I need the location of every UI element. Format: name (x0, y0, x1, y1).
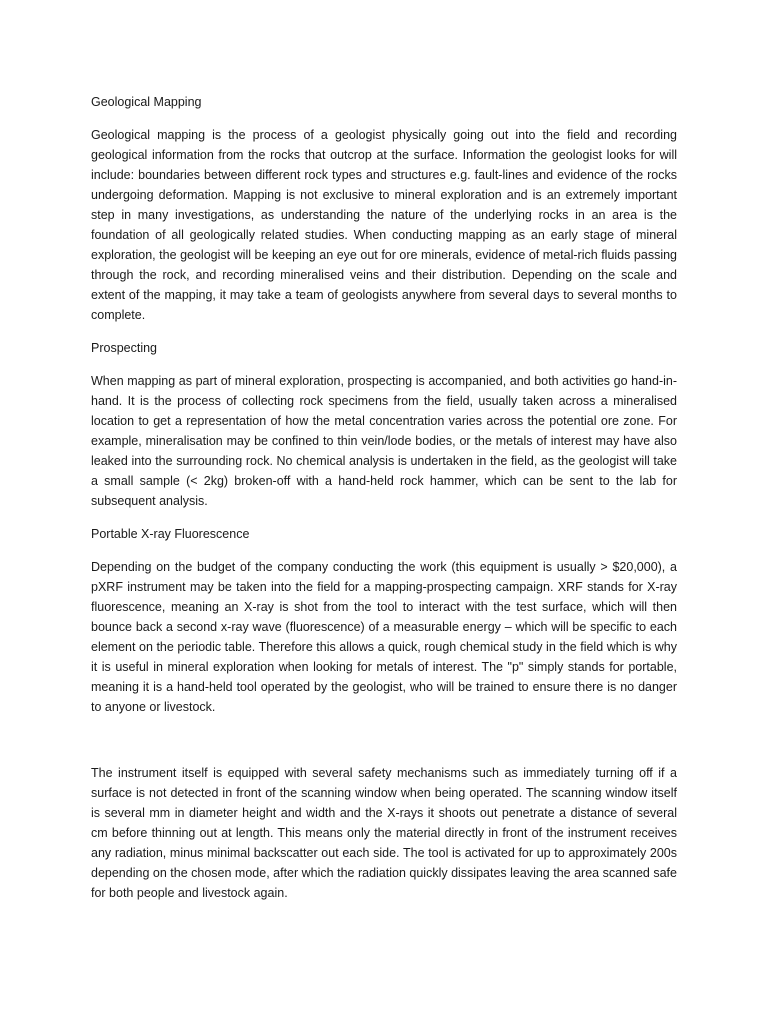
paragraph-portable-xrf: Depending on the budget of the company conducting the work (this equipment is usually > $20,000), a pXRF instrument may be taken into the field for a mapping-prospecting campaign. XRF stands for X-ray fluorescence, meaning an X-ray is shot from the tool to interact with the test surface, which will then bounce back a second x-ray wave (fluorescence) of a measurable energy – which will be specific to each element on the periodic table. Therefore this allows a quick, rough chemical study in the field which is why it is useful in mineral exploration when looking for metals of interest. The "p" simply stands for portable, meaning it is a hand-held tool operated by the geologist, who will be trained to ensure there is no danger to anyone or livestock. (91, 560, 677, 714)
paragraph-geological-mapping: Geological mapping is the process of a geologist physically going out into the field and recording geological information from the rocks that outcrop at the surface. Information the geologist looks for will include: boundaries between different rock types and structures e.g. fault-lines and evidence of the rocks undergoing deformation. Mapping is not exclusive to mineral exploration and is an extremely important step in many investigations, as understanding the nature of the underlying rocks in an area is the foundation of all geologically related studies. When conducting mapping as an early stage of mineral exploration, the geologist will be keeping an eye out for ore minerals, evidence of metal-rich fluids passing through the rock, and recording mineralised veins and their distribution. Depending on the scale and extent of the mapping, it may take a team of geologists anywhere from several days to several months to complete. (91, 128, 677, 322)
paragraph-instrument-safety: The instrument itself is equipped with several safety mechanisms such as immediately turning off if a surface is not detected in front of the scanning window when being operated. The scanning window itself is several mm in diameter height and width and the X-rays it shoots out penetrate a distance of several cm before thinning out at length. This means only the material directly in front of the instrument receives any radiation, minus minimal backscatter out each side. The tool is activated for up to approximately 200s depending on the chosen mode, after which the radiation quickly dissipates leaving the area scanned safe for both people and livestock again. (91, 766, 677, 900)
blank-spacer (91, 730, 677, 763)
paragraph-prospecting: When mapping as part of mineral exploration, prospecting is accompanied, and both activities go hand-in-hand. It is the process of collecting rock specimens from the field, usually taken across a mineralised location to get a representation of how the metal concentration varies across the potential ore zone. For example, mineralisation may be confined to thin vein/lode bodies, or the metals of interest may have also leaked into the surrounding rock. No chemical analysis is undertaken in the field, as the geologist will take a small sample (< 2kg) broken-off with a hand-held rock hammer, which can be sent to the lab for subsequent analysis. (91, 374, 677, 508)
document-page (91, 92, 677, 916)
heading-prospecting: Prospecting (91, 341, 158, 355)
heading-geological-mapping: Geological Mapping (91, 95, 202, 109)
heading-portable-xrf: Portable X-ray Fluorescence (91, 527, 250, 541)
